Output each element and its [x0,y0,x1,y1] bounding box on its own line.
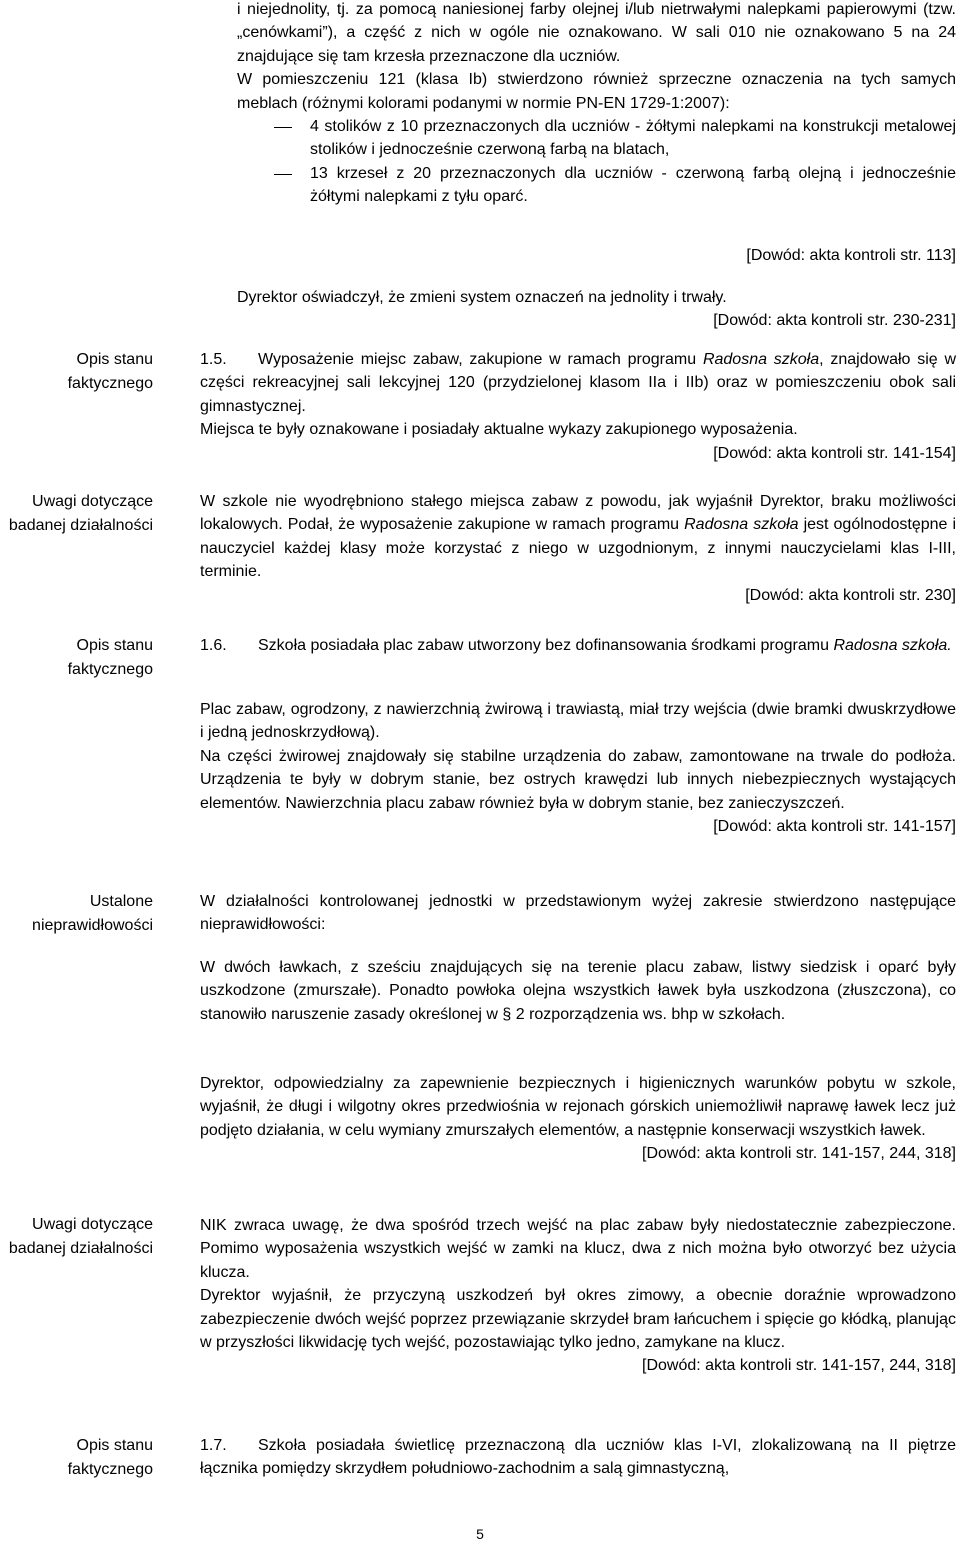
dash-list-item: 4 stolików z 10 przeznaczonych dla uczniów - żółtymi nalepkami na konstrukcji metalowej stolików i jednocześnie czerwoną farbą na blatach, [237,115,956,162]
margin-label-opis-stanu: Opis stanu faktycznego [67,1437,153,1478]
evidence-reference: [Dowód: akta kontroli str. 230] [745,586,956,604]
section-1-6 [200,634,956,657]
dash-list-item: 13 krzeseł z 20 przeznaczonych dla uczniów - czerwoną farbą olejną i jednocześnie żółtymi nalepkami z tyłu oparć. [237,162,956,209]
paragraph: NIK zwraca uwagę, że dwa spośród trzech wejść na plac zabaw były niedostatecznie zabezpieczone. Pomimo wyposażenia wszystkich wejść w zamki na klucz, dwa z nich można było otworzyć bez użycia klucza. [200,1217,956,1281]
paragraph: W działalności kontrolowanej jednostki w przedstawionym wyżej zakresie stwierdzono następujące nieprawidłowości: [200,893,956,934]
section-1-5 [200,348,956,465]
section-number: 1.5. [200,351,227,368]
paragraph: Dyrektor, odpowiedzialny za zapewnienie bezpiecznych i higienicznych warunków pobytu w szkole, wyjaśnił, że długi i wilgotny okres przedwiośnia w rejonach górskich uniemożliwił naprawę ławek lecz już podjęto działania, w celu wymiany zmurszałych elementów, a następnie konserwacji wszystkich ławek. [200,1075,956,1139]
dash-bullet-icon [274,127,292,128]
uwagi-block-2 [200,1214,956,1378]
page-number: 5 [476,1526,484,1542]
nieprawidlowosci-intro [200,890,956,937]
evidence-reference: [Dowód: akta kontroli str. 141-157, 244, 318] [642,1145,956,1163]
section-1-6-details [200,698,956,838]
evidence-reference: [Dowód: akta kontroli str. 141-157, 244, 318] [642,1357,956,1375]
margin-label-ustalone-nieprawidlowosci: Ustalone nieprawidłowości [32,893,153,934]
paragraph: 1.7. Szkoła posiadała świetlicę przeznaczoną dla uczniów klas I-VI, zlokalizowaną na II piętrze łącznika pomiędzy skrzydłem południowo-zachodnim a salą gimnastyczną, [200,1434,956,1481]
evidence-reference: [Dowód: akta kontroli str. 141-157] [713,818,956,836]
top-text-block [237,0,956,209]
margin-label-opis-stanu: Opis stanu faktycznego [67,351,153,392]
paragraph: Plac zabaw, ogrodzony, z nawierzchnią żwirową i trawiastą, miał trzy wejścia (dwie bramki dwuskrzydłowe i jedną jednoskrzydłową). [200,701,956,742]
paragraph: i niejednolity, tj. za pomocą naniesionej farby olejnej i/lub nietrwałymi nalepkami papierowymi (tzw. „cenówkami”), a część z nich w ogóle nie oznakowano. W sali 010 nie oznakowano 5 na 24 znajdujące się tam krzesła przeznaczone dla uczniów. [237,1,956,65]
paragraph: 1.5. Wyposażenie miejsc zabaw, zakupione w ramach programu Radosna szkoła, znajdowało się w części rekreacyjnej sali lekcyjnej 120 (przydzielonej klasom IIa i IIb) oraz w pomieszczeniu obok sali gimnastycznej. [200,348,956,418]
paragraph: W szkole nie wyodrębniono stałego miejsca zabaw z powodu, jak wyjaśnił Dyrektor, braku możliwości lokalowych. Podał, że wyposażenie zakupione w ramach programu Radosna szkoła jest ogólnodostępne i nauczyciel każdej klasy może korzystać z niego w uzgodnionym, z innymi nauczycielami klas I-III, terminie. [200,493,956,581]
paragraph: Miejsca te były oznakowane i posiadały aktualne wykazy zakupionego wyposażenia. [200,421,798,439]
evidence-block [237,244,956,267]
paragraph: W dwóch ławkach, z sześciu znajdujących się na terenie placu zabaw, listwy siedzisk i oparć były uszkodzone (zmurszałe). Ponadto powłoka olejna wszystkich ławek była uszkodzona (złuszczona), co stanowiło naruszenie zasady określonej w § 2 rozporządzenia ws. bhp w szkołach. [200,959,956,1023]
section-number: 1.7. [200,1437,227,1454]
paragraph: Dyrektor oświadczył, że zmieni system oznaczeń na jednolity i trwały. [237,289,727,306]
margin-label-opis-stanu: Opis stanu faktycznego [67,637,153,678]
uwagi-block-1 [200,490,956,607]
margin-label-uwagi: Uwagi dotyczące badanej działalności [8,1216,153,1257]
nieprawidlowosci-details [200,956,956,1026]
evidence-reference: [Dowód: akta kontroli str. 230-231] [713,312,956,330]
paragraph: Dyrektor wyjaśnił, że przyczyną uszkodzeń był okres zimowy, a obecnie doraźnie wprowadzono zabezpieczenie dwóch wejść poprzez przewiązanie skrzydeł bram łańcuchem i spięcie go kłódką, planując w przyszłości likwidację tych wejść, pozostawiając tylko jedno, zamykane na klucz. [200,1287,956,1352]
director-statement [237,286,956,333]
evidence-reference: [Dowód: akta kontroli str. 141-154] [713,444,956,462]
paragraph: Na części żwirowej znajdowały się stabilne urządzenia do zabaw, zamontowane na trwale do podłoża. Urządzenia te były w dobrym stanie, bez ostrych krawędzi lub innych niebezpiecznych wystających elementów. Nawierzchnia placu zabaw również była w dobrym stanie, bez zanieczyszczeń. [200,747,956,812]
dash-bullet-icon [274,174,292,175]
paragraph: W pomieszczeniu 121 (klasa Ib) stwierdzono również sprzeczne oznaczenia na tych samych meblach (różnymi kolorami podanymi w normie PN-EN 1729-1:2007): [237,71,956,112]
evidence-reference: [Dowód: akta kontroli str. 113] [746,247,956,264]
section-number: 1.6. [200,637,227,654]
margin-label-uwagi: Uwagi dotyczące badanej działalności [8,493,153,534]
paragraph: 1.6. Szkoła posiadała plac zabaw utworzony bez dofinansowania środkami programu Radosna szkoła. [200,634,956,657]
director-explanation [200,1072,956,1166]
section-1-7 [200,1434,956,1481]
